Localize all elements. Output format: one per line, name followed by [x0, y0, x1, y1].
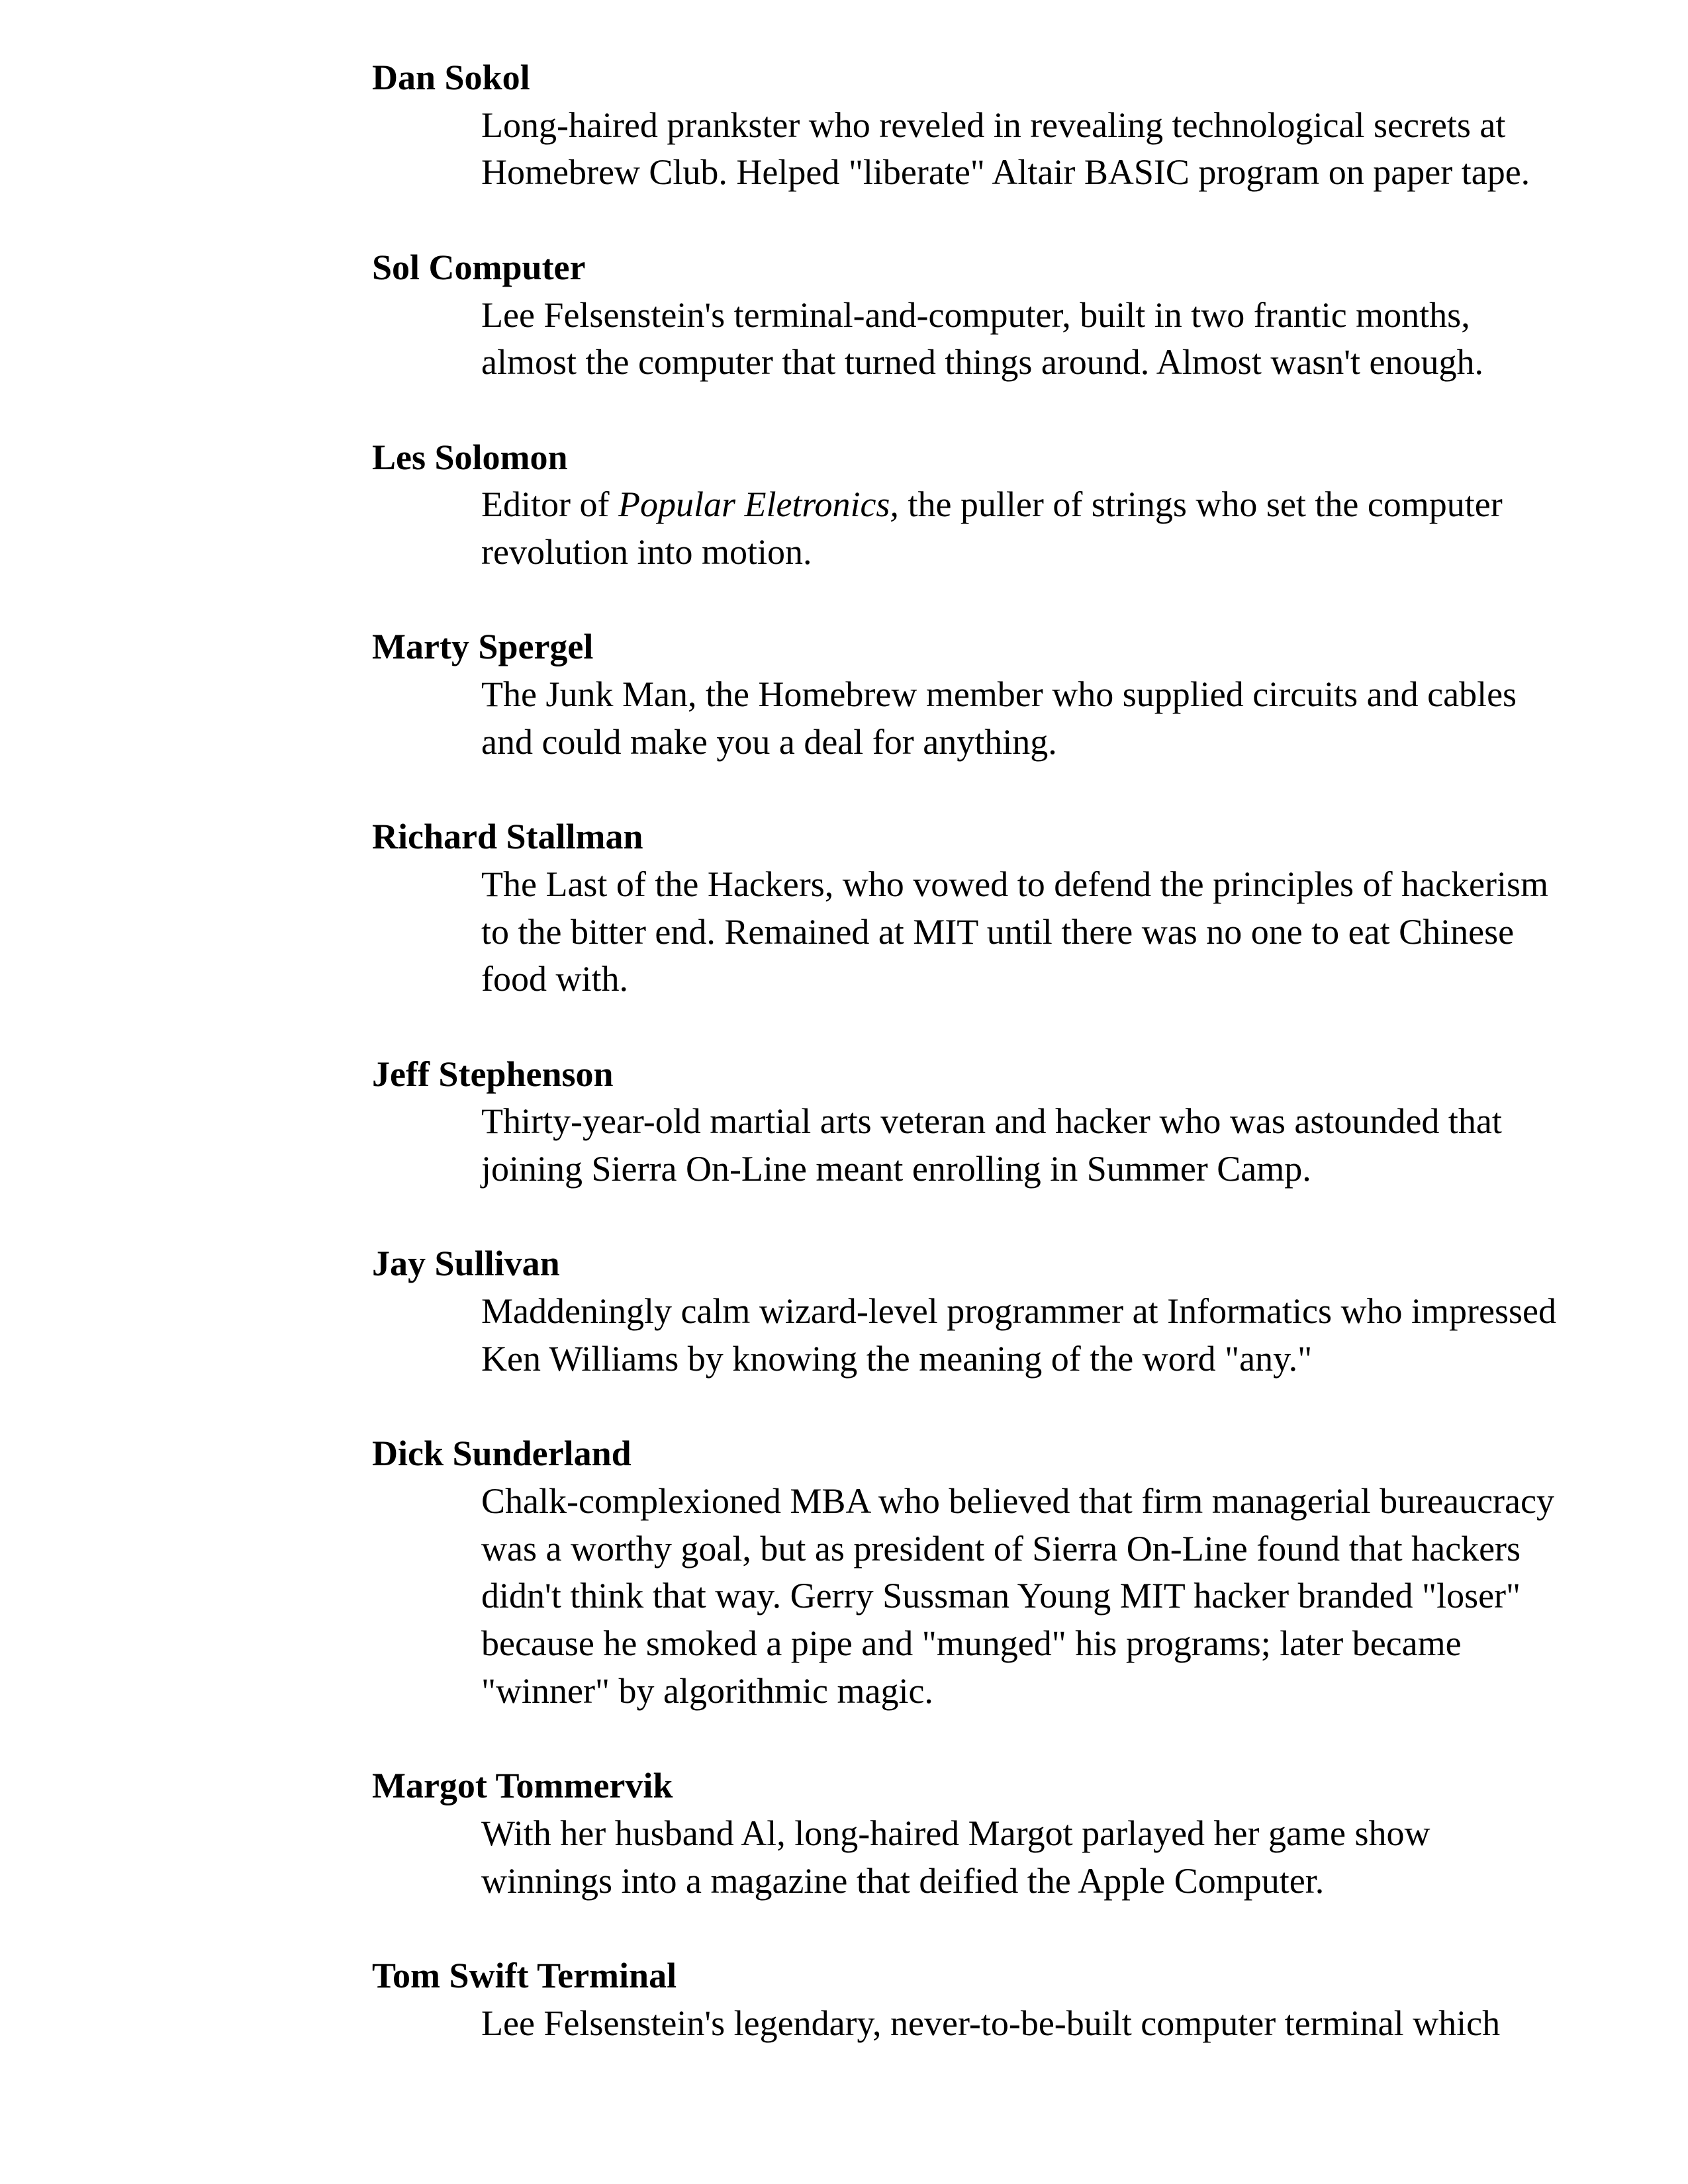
text-segment: Editor of — [481, 484, 618, 525]
entry-description — [481, 1288, 1663, 1383]
description-line: winnings into a magazine that deified the Apple Computer. — [481, 1860, 1325, 1901]
entry-description — [481, 861, 1663, 1003]
entry-name: Dick Sunderland — [372, 1433, 632, 1474]
glossary-entry — [372, 1952, 1663, 2047]
description-line: Thirty-year-old martial arts veteran and hacker who was astounded that — [481, 1101, 1502, 1142]
entry-name: Richard Stallman — [372, 817, 643, 857]
glossary-entry — [372, 54, 1663, 197]
entry-description — [481, 1810, 1663, 1905]
description-line: The Junk Man, the Homebrew member who supplied circuits and cables — [481, 674, 1517, 715]
entry-name: Les Solomon — [372, 437, 568, 477]
glossary-entry — [372, 1240, 1663, 1383]
description-line: Maddeningly calm wizard-level programmer at Informatics who impressed — [481, 1291, 1556, 1332]
entry-name: Sol Computer — [372, 247, 586, 287]
entry-description — [481, 102, 1663, 197]
description-line: because he smoked a pipe and "munged" his programs; later became — [481, 1623, 1462, 1664]
entry-name: Dan Sokol — [372, 58, 530, 97]
entry-name: Marty Spergel — [372, 627, 594, 667]
description-line: and could make you a deal for anything. — [481, 721, 1057, 762]
description-line: "winner" by algorithmic magic. — [481, 1670, 933, 1711]
text-segment: the puller of strings who set the computer — [898, 484, 1503, 525]
entry-description — [481, 2000, 1663, 2048]
description-line: Lee Felsenstein's legendary, never-to-be-built computer terminal which — [481, 2003, 1501, 2043]
entry-description — [481, 671, 1663, 766]
description-line: joining Sierra On-Line meant enrolling in Summer Camp. — [481, 1149, 1311, 1189]
glossary-entry — [372, 244, 1663, 387]
description-line: Ken Williams by knowing the meaning of the word "any." — [481, 1338, 1313, 1379]
description-line: was a worthy goal, but as president of Sierra On-Line found that hackers — [481, 1528, 1521, 1569]
description-line — [481, 481, 1663, 529]
entry-description — [481, 1478, 1663, 1715]
entry-name: Jeff Stephenson — [372, 1054, 614, 1094]
description-line: didn't think that way. Gerry Sussman Young MIT hacker branded "loser" — [481, 1576, 1521, 1616]
entry-name: Jay Sullivan — [372, 1244, 560, 1284]
description-line: Chalk-complexioned MBA who believed that firm managerial bureaucracy — [481, 1480, 1554, 1521]
glossary-entry — [372, 434, 1663, 576]
glossary-list — [372, 54, 1663, 2095]
description-line: almost the computer that turned things around. Almost wasn't enough. — [481, 342, 1484, 383]
entry-description — [481, 481, 1663, 576]
description-line: With her husband Al, long-haired Margot parlayed her game show — [481, 1813, 1430, 1853]
entry-description — [481, 1098, 1663, 1193]
description-line: revolution into motion. — [481, 532, 812, 572]
entry-name: Tom Swift Terminal — [372, 1955, 677, 1995]
description-line: food with. — [481, 959, 628, 999]
italic-title: Popular Eletronics, — [618, 484, 899, 525]
glossary-entry — [372, 813, 1663, 1003]
entry-name: Margot Tommervik — [372, 1766, 673, 1806]
description-line: The Last of the Hackers, who vowed to defend the principles of hackerism — [481, 864, 1548, 904]
description-line: Long-haired prankster who reveled in revealing technological secrets at — [481, 105, 1506, 145]
description-line: to the bitter end. Remained at MIT until there was no one to eat Chinese — [481, 911, 1515, 952]
glossary-entry — [372, 1430, 1663, 1715]
description-line: Lee Felsenstein's terminal-and-computer, built in two frantic months, — [481, 295, 1470, 335]
glossary-entry — [372, 1762, 1663, 1905]
glossary-entry — [372, 623, 1663, 766]
glossary-entry — [372, 1051, 1663, 1193]
entry-description — [481, 292, 1663, 387]
description-line: Homebrew Club. Helped "liberate" Altair BASIC program on paper tape. — [481, 152, 1530, 193]
